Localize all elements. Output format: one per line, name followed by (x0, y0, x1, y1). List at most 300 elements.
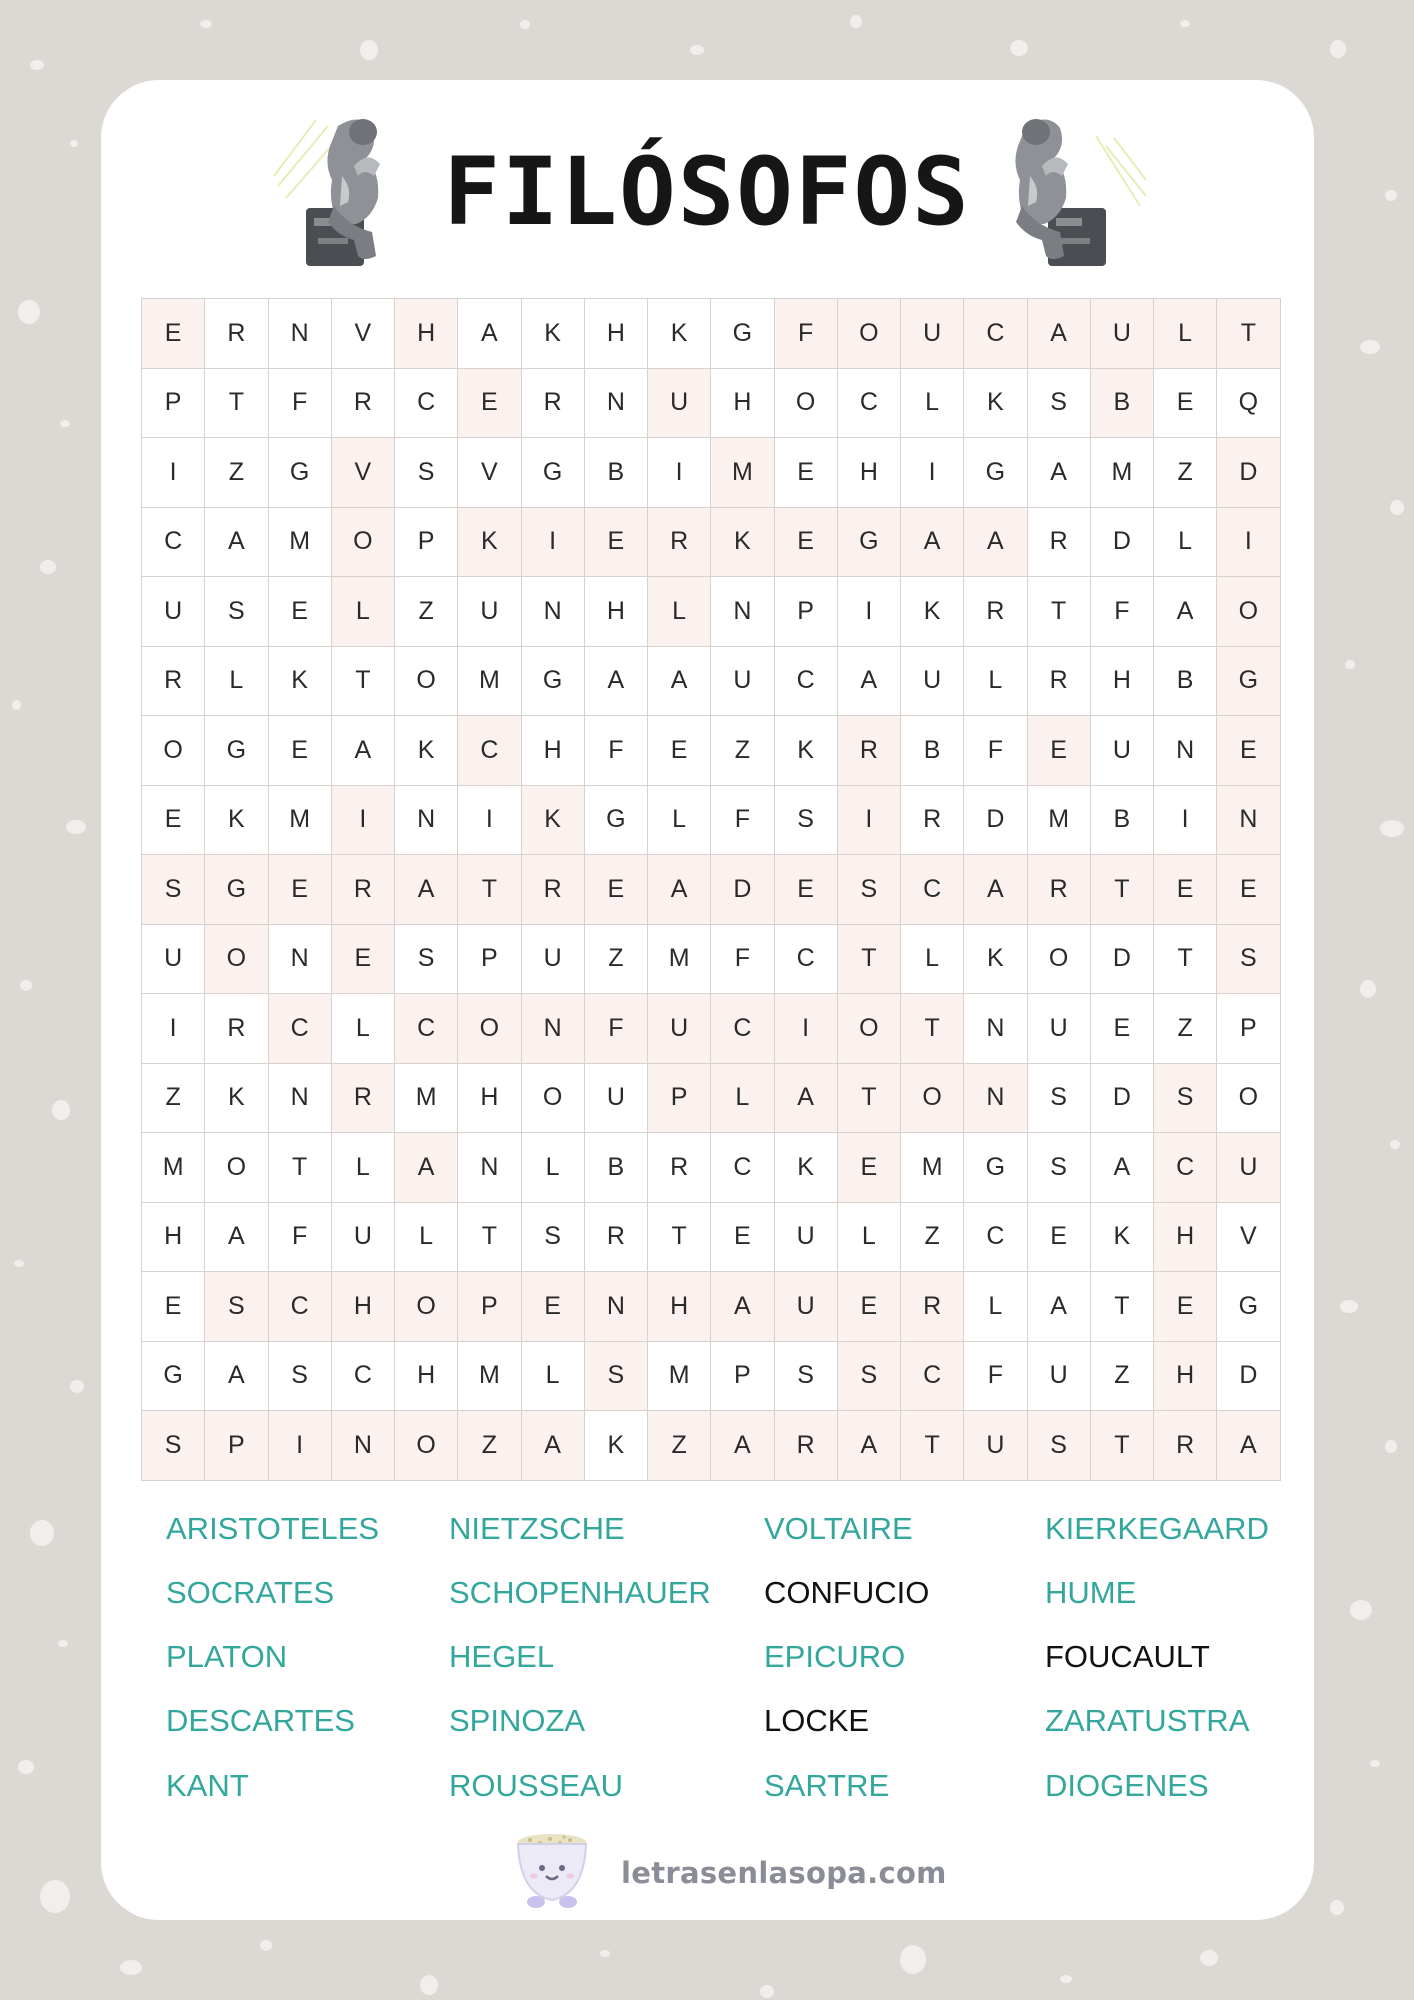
grid-cell[interactable]: S (142, 855, 205, 925)
grid-cell[interactable]: R (332, 855, 395, 925)
grid-cell[interactable]: R (1154, 1411, 1217, 1481)
grid-cell[interactable]: L (964, 1272, 1027, 1342)
grid-cell[interactable]: K (522, 299, 585, 369)
grid-cell[interactable]: B (585, 1133, 648, 1203)
grid-cell[interactable]: S (142, 1411, 205, 1481)
grid-cell[interactable]: E (269, 577, 332, 647)
grid-cell[interactable]: N (711, 577, 774, 647)
grid-cell[interactable]: E (838, 1272, 901, 1342)
grid-cell[interactable]: R (1028, 647, 1091, 717)
grid-cell[interactable]: K (1091, 1203, 1154, 1273)
grid-cell[interactable]: K (395, 716, 458, 786)
grid-cell[interactable]: Z (1154, 438, 1217, 508)
grid-cell[interactable]: H (711, 369, 774, 439)
grid-cell[interactable]: F (711, 925, 774, 995)
grid-cell[interactable]: H (648, 1272, 711, 1342)
grid-cell[interactable]: R (522, 369, 585, 439)
grid-cell[interactable]: N (269, 299, 332, 369)
grid-cell[interactable]: C (775, 647, 838, 717)
grid-cell[interactable]: C (775, 925, 838, 995)
grid-cell[interactable]: C (142, 508, 205, 578)
grid-cell[interactable]: G (205, 716, 268, 786)
grid-cell[interactable]: U (142, 577, 205, 647)
grid-cell[interactable]: N (964, 1064, 1027, 1134)
grid-cell[interactable]: S (1028, 1133, 1091, 1203)
grid-cell[interactable]: A (1091, 1133, 1154, 1203)
grid-cell[interactable]: N (395, 786, 458, 856)
grid-cell[interactable]: I (648, 438, 711, 508)
grid-cell[interactable]: Z (142, 1064, 205, 1134)
grid-cell[interactable]: L (648, 786, 711, 856)
grid-cell[interactable]: U (522, 925, 585, 995)
grid-cell[interactable]: T (1091, 855, 1154, 925)
grid-cell[interactable]: M (395, 1064, 458, 1134)
grid-cell[interactable]: S (1028, 1064, 1091, 1134)
grid-cell[interactable]: U (585, 1064, 648, 1134)
grid-cell[interactable]: A (1028, 438, 1091, 508)
grid-cell[interactable]: D (1217, 1342, 1280, 1412)
grid-cell[interactable]: F (711, 786, 774, 856)
grid-cell[interactable]: T (648, 1203, 711, 1273)
grid-cell[interactable]: A (205, 1203, 268, 1273)
grid-cell[interactable]: G (838, 508, 901, 578)
grid-cell[interactable]: I (838, 577, 901, 647)
grid-cell[interactable]: G (1217, 1272, 1280, 1342)
grid-cell[interactable]: E (585, 508, 648, 578)
grid-cell[interactable]: O (1217, 1064, 1280, 1134)
grid-cell[interactable]: E (142, 1272, 205, 1342)
grid-cell[interactable]: P (1217, 994, 1280, 1064)
grid-cell[interactable]: Z (711, 716, 774, 786)
grid-cell[interactable]: Z (205, 438, 268, 508)
grid-cell[interactable]: A (522, 1411, 585, 1481)
grid-cell[interactable]: G (269, 438, 332, 508)
grid-cell[interactable]: O (1217, 577, 1280, 647)
grid-cell[interactable]: E (775, 855, 838, 925)
grid-cell[interactable]: E (1154, 1272, 1217, 1342)
grid-cell[interactable]: K (585, 1411, 648, 1481)
grid-cell[interactable]: M (1028, 786, 1091, 856)
grid-cell[interactable]: K (775, 716, 838, 786)
grid-cell[interactable]: E (838, 1133, 901, 1203)
grid-cell[interactable]: R (205, 994, 268, 1064)
grid-cell[interactable]: T (205, 369, 268, 439)
grid-cell[interactable]: C (838, 369, 901, 439)
grid-cell[interactable]: F (269, 1203, 332, 1273)
grid-cell[interactable]: U (775, 1203, 838, 1273)
grid-cell[interactable]: K (711, 508, 774, 578)
grid-cell[interactable]: O (458, 994, 521, 1064)
grid-cell[interactable]: E (1154, 369, 1217, 439)
grid-cell[interactable]: E (522, 1272, 585, 1342)
grid-cell[interactable]: V (332, 438, 395, 508)
grid-cell[interactable]: R (648, 508, 711, 578)
grid-cell[interactable]: M (648, 925, 711, 995)
grid-cell[interactable]: S (395, 925, 458, 995)
grid-cell[interactable]: H (522, 716, 585, 786)
grid-cell[interactable]: K (964, 369, 1027, 439)
grid-cell[interactable]: L (1154, 299, 1217, 369)
grid-cell[interactable]: U (648, 994, 711, 1064)
grid-cell[interactable]: P (142, 369, 205, 439)
grid-cell[interactable]: H (585, 299, 648, 369)
grid-cell[interactable]: Q (1217, 369, 1280, 439)
grid-cell[interactable]: K (458, 508, 521, 578)
grid-cell[interactable]: T (458, 1203, 521, 1273)
grid-cell[interactable]: H (332, 1272, 395, 1342)
grid-cell[interactable]: B (1091, 369, 1154, 439)
grid-cell[interactable]: U (142, 925, 205, 995)
grid-cell[interactable]: O (142, 716, 205, 786)
grid-cell[interactable]: T (901, 994, 964, 1064)
grid-cell[interactable]: O (205, 925, 268, 995)
grid-cell[interactable]: C (901, 855, 964, 925)
grid-cell[interactable]: C (332, 1342, 395, 1412)
grid-cell[interactable]: I (522, 508, 585, 578)
grid-cell[interactable]: E (269, 716, 332, 786)
grid-cell[interactable]: A (1154, 577, 1217, 647)
grid-cell[interactable]: R (142, 647, 205, 717)
grid-cell[interactable]: K (205, 1064, 268, 1134)
grid-cell[interactable]: N (458, 1133, 521, 1203)
grid-cell[interactable]: M (269, 786, 332, 856)
grid-cell[interactable]: C (711, 994, 774, 1064)
grid-cell[interactable]: C (711, 1133, 774, 1203)
grid-cell[interactable]: T (1091, 1411, 1154, 1481)
grid-cell[interactable]: U (901, 647, 964, 717)
grid-cell[interactable]: E (458, 369, 521, 439)
grid-cell[interactable]: A (964, 855, 1027, 925)
grid-cell[interactable]: O (395, 1411, 458, 1481)
grid-cell[interactable]: R (205, 299, 268, 369)
grid-cell[interactable]: G (711, 299, 774, 369)
grid-cell[interactable]: O (522, 1064, 585, 1134)
grid-cell[interactable]: L (332, 994, 395, 1064)
grid-cell[interactable]: G (964, 438, 1027, 508)
grid-cell[interactable]: H (1091, 647, 1154, 717)
grid-cell[interactable]: U (1217, 1133, 1280, 1203)
grid-cell[interactable]: O (332, 508, 395, 578)
grid-cell[interactable]: Z (901, 1203, 964, 1273)
grid-cell[interactable]: I (142, 438, 205, 508)
grid-cell[interactable]: H (1154, 1203, 1217, 1273)
grid-cell[interactable]: F (964, 716, 1027, 786)
grid-cell[interactable]: N (964, 994, 1027, 1064)
grid-cell[interactable]: U (1028, 1342, 1091, 1412)
grid-cell[interactable]: N (585, 369, 648, 439)
grid-cell[interactable]: L (1154, 508, 1217, 578)
grid-cell[interactable]: D (711, 855, 774, 925)
grid-cell[interactable]: C (964, 1203, 1027, 1273)
grid-cell[interactable]: T (1154, 925, 1217, 995)
grid-cell[interactable]: U (1091, 299, 1154, 369)
grid-cell[interactable]: A (901, 508, 964, 578)
grid-cell[interactable]: I (1154, 786, 1217, 856)
grid-cell[interactable]: A (332, 716, 395, 786)
grid-cell[interactable]: G (522, 647, 585, 717)
grid-cell[interactable]: A (205, 508, 268, 578)
grid-cell[interactable]: I (458, 786, 521, 856)
grid-cell[interactable]: R (838, 716, 901, 786)
grid-cell[interactable]: P (205, 1411, 268, 1481)
grid-cell[interactable]: T (838, 1064, 901, 1134)
grid-cell[interactable]: H (395, 1342, 458, 1412)
grid-cell[interactable]: L (205, 647, 268, 717)
grid-cell[interactable]: C (269, 1272, 332, 1342)
grid-cell[interactable]: Z (1091, 1342, 1154, 1412)
grid-cell[interactable]: T (1091, 1272, 1154, 1342)
grid-cell[interactable]: S (205, 577, 268, 647)
grid-cell[interactable]: S (1028, 369, 1091, 439)
grid-cell[interactable]: Z (1154, 994, 1217, 1064)
grid-cell[interactable]: L (964, 647, 1027, 717)
grid-cell[interactable]: L (395, 1203, 458, 1273)
grid-cell[interactable]: L (648, 577, 711, 647)
grid-cell[interactable]: P (458, 1272, 521, 1342)
grid-cell[interactable]: V (332, 299, 395, 369)
grid-cell[interactable]: O (838, 994, 901, 1064)
grid-cell[interactable]: A (964, 508, 1027, 578)
grid-cell[interactable]: S (205, 1272, 268, 1342)
grid-cell[interactable]: L (332, 1133, 395, 1203)
grid-cell[interactable]: I (1217, 508, 1280, 578)
grid-cell[interactable]: U (1091, 716, 1154, 786)
word-search-grid[interactable] (141, 298, 1281, 1481)
grid-cell[interactable]: A (838, 647, 901, 717)
grid-cell[interactable]: U (648, 369, 711, 439)
grid-cell[interactable]: E (775, 438, 838, 508)
grid-cell[interactable]: I (775, 994, 838, 1064)
grid-cell[interactable]: U (332, 1203, 395, 1273)
grid-cell[interactable]: H (838, 438, 901, 508)
grid-cell[interactable]: U (901, 299, 964, 369)
grid-cell[interactable]: A (1217, 1411, 1280, 1481)
grid-cell[interactable]: U (1028, 994, 1091, 1064)
grid-cell[interactable]: L (711, 1064, 774, 1134)
grid-cell[interactable]: R (901, 1272, 964, 1342)
grid-cell[interactable]: C (1154, 1133, 1217, 1203)
grid-cell[interactable]: G (205, 855, 268, 925)
grid-cell[interactable]: C (269, 994, 332, 1064)
grid-cell[interactable]: S (395, 438, 458, 508)
grid-cell[interactable]: K (269, 647, 332, 717)
grid-cell[interactable]: K (648, 299, 711, 369)
grid-cell[interactable]: E (1217, 855, 1280, 925)
grid-cell[interactable]: B (1091, 786, 1154, 856)
grid-cell[interactable]: R (585, 1203, 648, 1273)
grid-cell[interactable]: F (1091, 577, 1154, 647)
grid-cell[interactable]: M (901, 1133, 964, 1203)
grid-cell[interactable]: U (775, 1272, 838, 1342)
grid-cell[interactable]: P (648, 1064, 711, 1134)
grid-cell[interactable]: O (901, 1064, 964, 1134)
grid-cell[interactable]: M (142, 1133, 205, 1203)
grid-cell[interactable]: C (458, 716, 521, 786)
grid-cell[interactable]: T (838, 925, 901, 995)
grid-cell[interactable]: S (522, 1203, 585, 1273)
grid-cell[interactable]: I (142, 994, 205, 1064)
grid-cell[interactable]: K (205, 786, 268, 856)
grid-cell[interactable]: R (964, 577, 1027, 647)
grid-cell[interactable]: N (585, 1272, 648, 1342)
grid-cell[interactable]: V (1217, 1203, 1280, 1273)
grid-cell[interactable]: F (585, 716, 648, 786)
grid-cell[interactable]: O (205, 1133, 268, 1203)
grid-cell[interactable]: E (269, 855, 332, 925)
grid-cell[interactable]: E (1154, 855, 1217, 925)
grid-cell[interactable]: L (901, 369, 964, 439)
grid-cell[interactable]: A (1028, 299, 1091, 369)
grid-cell[interactable]: B (585, 438, 648, 508)
grid-cell[interactable]: K (901, 577, 964, 647)
grid-cell[interactable]: N (332, 1411, 395, 1481)
grid-cell[interactable]: A (1028, 1272, 1091, 1342)
grid-cell[interactable]: D (964, 786, 1027, 856)
grid-cell[interactable]: C (395, 994, 458, 1064)
grid-cell[interactable]: N (522, 994, 585, 1064)
grid-cell[interactable]: M (1091, 438, 1154, 508)
grid-cell[interactable]: T (901, 1411, 964, 1481)
grid-cell[interactable]: I (269, 1411, 332, 1481)
grid-cell[interactable]: R (648, 1133, 711, 1203)
grid-cell[interactable]: G (522, 438, 585, 508)
grid-cell[interactable]: A (838, 1411, 901, 1481)
grid-cell[interactable]: E (585, 855, 648, 925)
grid-cell[interactable]: A (775, 1064, 838, 1134)
grid-cell[interactable]: R (332, 369, 395, 439)
grid-cell[interactable]: N (522, 577, 585, 647)
grid-cell[interactable]: E (332, 925, 395, 995)
grid-cell[interactable]: Z (648, 1411, 711, 1481)
grid-cell[interactable]: D (1217, 438, 1280, 508)
grid-cell[interactable]: R (1028, 855, 1091, 925)
grid-cell[interactable]: A (711, 1411, 774, 1481)
grid-cell[interactable]: F (964, 1342, 1027, 1412)
grid-cell[interactable]: O (1028, 925, 1091, 995)
grid-cell[interactable]: A (395, 1133, 458, 1203)
grid-cell[interactable]: T (458, 855, 521, 925)
grid-cell[interactable]: A (395, 855, 458, 925)
grid-cell[interactable]: S (1217, 925, 1280, 995)
grid-cell[interactable]: R (775, 1411, 838, 1481)
grid-cell[interactable]: R (332, 1064, 395, 1134)
grid-cell[interactable]: T (1217, 299, 1280, 369)
grid-cell[interactable]: O (838, 299, 901, 369)
grid-cell[interactable]: S (585, 1342, 648, 1412)
grid-cell[interactable]: D (1091, 1064, 1154, 1134)
grid-cell[interactable]: L (522, 1342, 585, 1412)
grid-cell[interactable]: E (1028, 1203, 1091, 1273)
grid-cell[interactable]: T (269, 1133, 332, 1203)
grid-cell[interactable]: S (1028, 1411, 1091, 1481)
grid-cell[interactable]: K (775, 1133, 838, 1203)
grid-cell[interactable]: F (585, 994, 648, 1064)
grid-cell[interactable]: P (458, 925, 521, 995)
grid-cell[interactable]: D (1091, 508, 1154, 578)
grid-cell[interactable]: T (1028, 577, 1091, 647)
grid-cell[interactable]: O (395, 1272, 458, 1342)
grid-cell[interactable]: H (395, 299, 458, 369)
grid-cell[interactable]: T (332, 647, 395, 717)
grid-cell[interactable]: A (711, 1272, 774, 1342)
grid-cell[interactable]: K (964, 925, 1027, 995)
grid-cell[interactable]: O (395, 647, 458, 717)
grid-cell[interactable]: M (269, 508, 332, 578)
grid-cell[interactable]: R (901, 786, 964, 856)
grid-cell[interactable]: B (901, 716, 964, 786)
grid-cell[interactable]: G (585, 786, 648, 856)
grid-cell[interactable]: E (142, 786, 205, 856)
grid-cell[interactable]: U (711, 647, 774, 717)
grid-cell[interactable]: G (142, 1342, 205, 1412)
grid-cell[interactable]: L (522, 1133, 585, 1203)
grid-cell[interactable]: S (1154, 1064, 1217, 1134)
grid-cell[interactable]: U (458, 577, 521, 647)
grid-cell[interactable]: B (1154, 647, 1217, 717)
grid-cell[interactable]: U (964, 1411, 1027, 1481)
grid-cell[interactable]: S (775, 786, 838, 856)
site-name[interactable]: letrasenlasopa.com (621, 1856, 947, 1890)
grid-cell[interactable]: H (585, 577, 648, 647)
grid-cell[interactable]: I (332, 786, 395, 856)
grid-cell[interactable]: A (205, 1342, 268, 1412)
grid-cell[interactable]: E (648, 716, 711, 786)
grid-cell[interactable]: D (1091, 925, 1154, 995)
grid-cell[interactable]: M (458, 1342, 521, 1412)
grid-cell[interactable]: S (775, 1342, 838, 1412)
grid-cell[interactable]: I (838, 786, 901, 856)
grid-cell[interactable]: F (269, 369, 332, 439)
grid-cell[interactable]: P (775, 577, 838, 647)
grid-cell[interactable]: A (585, 647, 648, 717)
grid-cell[interactable]: N (269, 925, 332, 995)
grid-cell[interactable]: H (142, 1203, 205, 1273)
grid-cell[interactable]: C (964, 299, 1027, 369)
grid-cell[interactable]: C (395, 369, 458, 439)
grid-cell[interactable]: N (1217, 786, 1280, 856)
grid-cell[interactable]: L (838, 1203, 901, 1273)
grid-cell[interactable]: G (964, 1133, 1027, 1203)
grid-cell[interactable]: E (775, 508, 838, 578)
grid-cell[interactable]: F (775, 299, 838, 369)
grid-cell[interactable]: Z (585, 925, 648, 995)
grid-cell[interactable]: N (1154, 716, 1217, 786)
grid-cell[interactable]: A (648, 855, 711, 925)
grid-cell[interactable]: A (458, 299, 521, 369)
grid-cell[interactable]: L (901, 925, 964, 995)
grid-cell[interactable]: R (522, 855, 585, 925)
grid-cell[interactable]: E (711, 1203, 774, 1273)
grid-cell[interactable]: S (838, 855, 901, 925)
grid-cell[interactable]: L (332, 577, 395, 647)
grid-cell[interactable]: E (1091, 994, 1154, 1064)
grid-cell[interactable]: P (711, 1342, 774, 1412)
grid-cell[interactable]: M (458, 647, 521, 717)
grid-cell[interactable]: E (1217, 716, 1280, 786)
grid-cell[interactable]: R (1028, 508, 1091, 578)
grid-cell[interactable]: V (458, 438, 521, 508)
grid-cell[interactable]: A (648, 647, 711, 717)
grid-cell[interactable]: S (269, 1342, 332, 1412)
grid-cell[interactable]: Z (395, 577, 458, 647)
grid-cell[interactable]: Z (458, 1411, 521, 1481)
grid-cell[interactable]: O (775, 369, 838, 439)
grid-cell[interactable]: N (269, 1064, 332, 1134)
grid-cell[interactable]: P (395, 508, 458, 578)
grid-cell[interactable]: K (522, 786, 585, 856)
grid-cell[interactable]: G (1217, 647, 1280, 717)
grid-cell[interactable]: C (901, 1342, 964, 1412)
